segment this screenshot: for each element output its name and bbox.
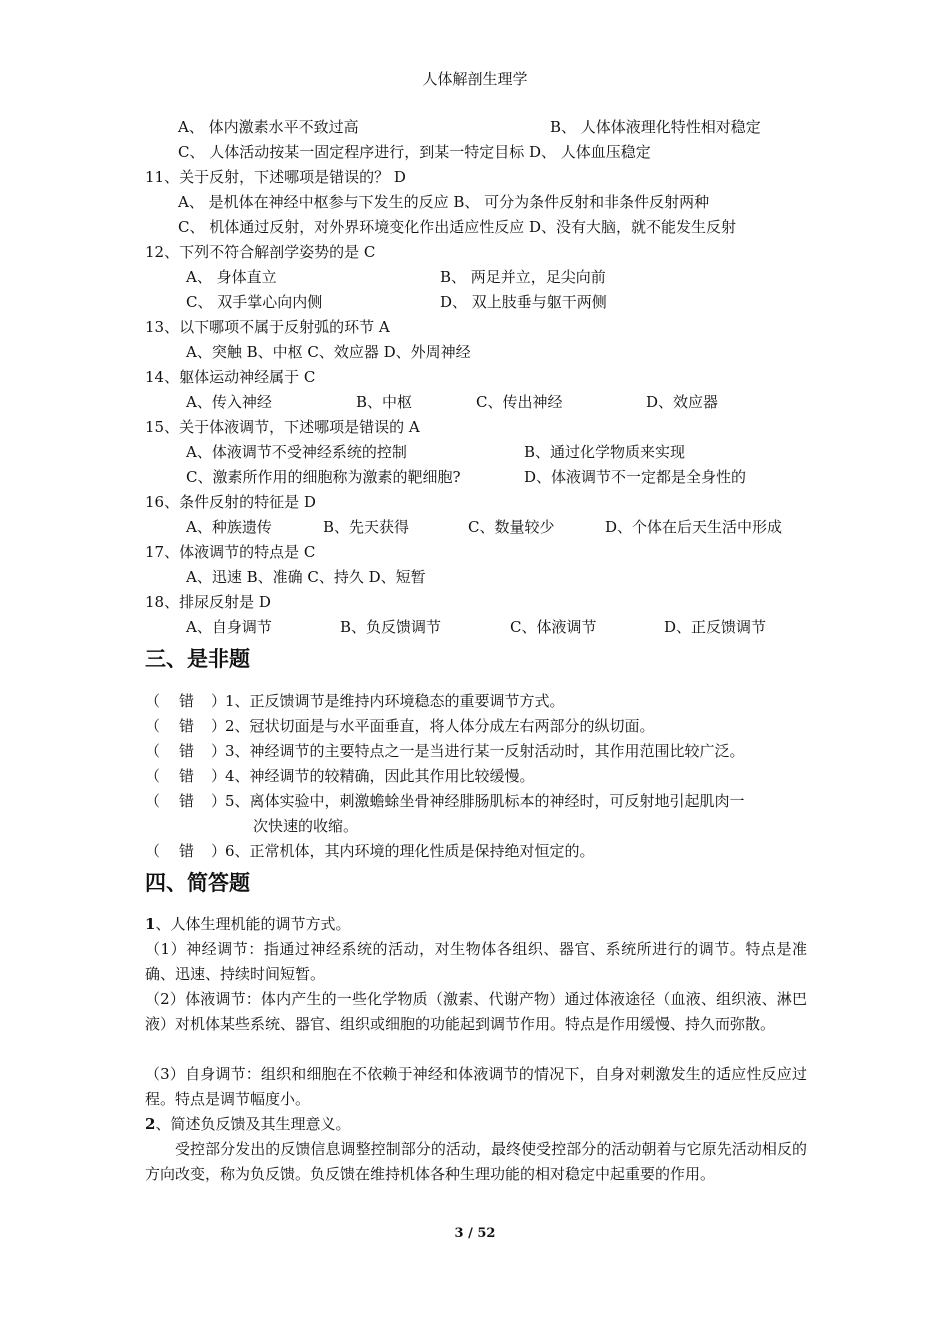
statement: 6、正常机体，其内环境的理化性质是保持绝对恒定的。 <box>225 842 595 860</box>
answer-paragraph: （2）体液调节：体内产生的一些化学物质（激素、代谢产物）通过体液途径（血液、组织液、淋巴液）对机体某些系统、器官、组织或细胞的功能起到调节作用。特点是作用缓慢、持久而弥散。 <box>145 990 807 1033</box>
answer: 错 <box>179 842 195 860</box>
statement: 2、冠状切面是与水平面垂直，将人体分成左右两部分的纵切面。 <box>225 717 655 735</box>
statement-continuation: 次快速的收缩。 <box>253 817 359 835</box>
option-text: B、通过化学物质来实现 <box>524 443 686 461</box>
option-text: A、自身调节 <box>186 618 272 636</box>
paren-close: ） <box>211 767 227 785</box>
mc-line: A、 是机体在神经中枢参与下发生的反应 B、 可分为条件反射和非条件反射两种 <box>178 193 710 211</box>
question-number: 2 <box>145 1115 156 1133</box>
option-text: B、负反馈调节 <box>340 618 442 636</box>
paren-open: （ <box>145 842 161 860</box>
page-header: 人体解剖生理学 <box>422 70 528 88</box>
statement: 5、离体实验中，刺激蟾蜍坐骨神经腓肠肌标本的神经时，可反射地引起肌肉一 <box>225 792 745 810</box>
question-line: 12、下列不符合解剖学姿势的是 C <box>145 243 376 261</box>
section-heading: 三、是非题 <box>145 647 250 671</box>
option-text: B、 两足并立，足尖向前 <box>440 268 606 286</box>
paren-open: （ <box>145 717 161 735</box>
answer: 错 <box>179 792 195 810</box>
option-text: C、激素所作用的细胞称为激素的靶细胞? <box>186 468 461 486</box>
statement: 4、神经调节的较精确，因此其作用比较缓慢。 <box>225 767 535 785</box>
answer: 错 <box>179 692 195 710</box>
question-number: 1 <box>145 915 156 933</box>
option-text: A、传入神经 <box>186 393 272 411</box>
option-text: C、 双手掌心向内侧 <box>186 293 323 311</box>
option-text: C、传出神经 <box>476 393 563 411</box>
question-heading <box>145 912 350 937</box>
question-line: 14、躯体运动神经属于 C <box>145 368 316 386</box>
option-text: A、 身体直立 <box>186 268 277 286</box>
paren-open: （ <box>145 792 161 810</box>
paren-close: ） <box>211 842 227 860</box>
paren-open: （ <box>145 742 161 760</box>
question-line: 13、以下哪项不属于反射弧的环节 A <box>145 318 390 336</box>
option-text: A、 体内激素水平不致过高 <box>178 118 359 136</box>
statement: 3、神经调节的主要特点之一是当进行某一反射活动时，其作用范围比较广泛。 <box>225 742 745 760</box>
answer-paragraph: （3）自身调节：组织和细胞在不依赖于神经和体液调节的情况下，自身对刺激发生的适应性反应过程。特点是调节幅度小。 <box>145 1065 807 1108</box>
option-text: B、中枢 <box>356 393 413 411</box>
mc-line: C、 机体通过反射，对外界环境变化作出适应性反应 D、没有大脑，就不能发生反射 <box>178 218 737 236</box>
option-text: C、体液调节 <box>510 618 597 636</box>
option-text: A、体液调节不受神经系统的控制 <box>186 443 407 461</box>
paren-open: （ <box>145 767 161 785</box>
option-text: D、正反馈调节 <box>664 618 767 636</box>
section-heading: 四、简答题 <box>145 871 250 895</box>
option-text: D、 双上肢垂与躯干两侧 <box>440 293 607 311</box>
answer: 错 <box>179 742 195 760</box>
answer: 错 <box>179 767 195 785</box>
question-heading <box>145 1112 350 1137</box>
question-text: 、简述负反馈及其生理意义。 <box>155 1115 351 1133</box>
answer-paragraph: （1）神经调节：指通过神经系统的活动，对生物体各组织、器官、系统所进行的调节。特点是准确、迅速、持续时间短暂。 <box>145 940 807 983</box>
paren-close: ） <box>211 742 227 760</box>
option-text: D、个体在后天生活中形成 <box>605 518 783 536</box>
question-line: 15、关于体液调节，下述哪项是错误的 A <box>145 418 420 436</box>
option-text: B、先天获得 <box>323 518 410 536</box>
question-line: 11、关于反射，下述哪项是错误的？ D <box>145 168 406 186</box>
page-number: 3 / 52 <box>454 1226 496 1241</box>
answer: 错 <box>179 717 195 735</box>
option-text: C、数量较少 <box>468 518 555 536</box>
option-text: D、体液调节不一定都是全身性的 <box>524 468 747 486</box>
mc-line: C、 人体活动按某一固定程序进行，到某一特定目标 D、 人体血压稳定 <box>178 143 651 161</box>
question-line: 17、体液调节的特点是 C <box>145 543 316 561</box>
answer-paragraph: 受控部分发出的反馈信息调整控制部分的活动，最终使受控部分的活动朝着与它原先活动相反的方向改变，称为负反馈。负反馈在维持机体各种生理功能的相对稳定中起重要的作用。 <box>145 1140 807 1183</box>
statement: 1、正反馈调节是维持内环境稳态的重要调节方式。 <box>225 692 565 710</box>
option-text: B、 人体体液理化特性相对稳定 <box>550 118 761 136</box>
paren-close: ） <box>211 717 227 735</box>
question-text: 、人体生理机能的调节方式。 <box>155 915 351 933</box>
paren-close: ） <box>211 692 227 710</box>
paren-open: （ <box>145 692 161 710</box>
option-text: D、效应器 <box>646 393 719 411</box>
mc-line: A、迅速 B、准确 C、持久 D、短暂 <box>186 568 426 586</box>
paren-close: ） <box>211 792 227 810</box>
question-line: 16、条件反射的特征是 D <box>145 493 316 511</box>
mc-line: A、突触 B、中枢 C、效应器 D、外周神经 <box>186 343 471 361</box>
option-text: A、种族遗传 <box>186 518 272 536</box>
question-line: 18、排尿反射是 D <box>145 593 271 611</box>
